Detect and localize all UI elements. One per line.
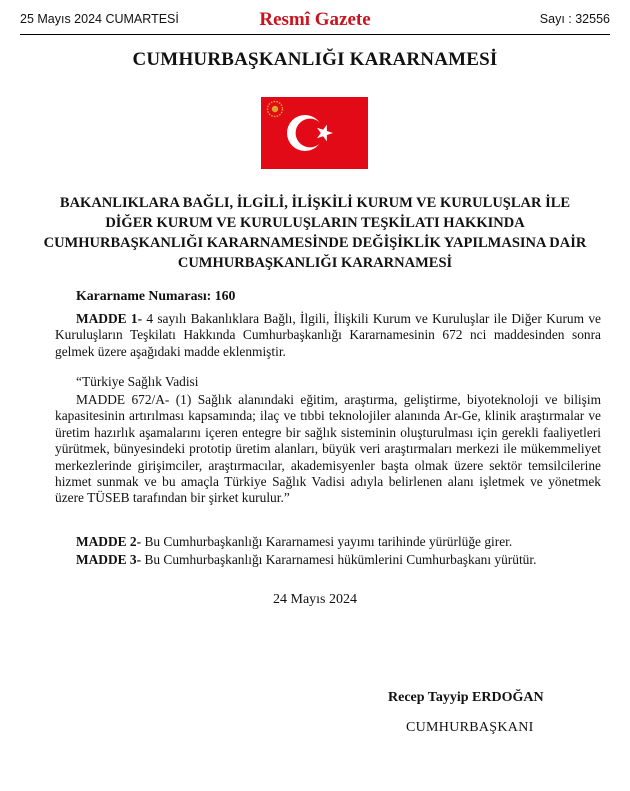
signatory-name: Recep Tayyip ERDOĞAN [388,690,544,705]
quoted-article: MADDE 672/A- (1) Sağlık alanındaki eğitim, araştırma, geliştirme, biyoteknoloji ve bilişim kapasitesinin artırılması kapsamında; ilaç ve tıbbi teknolojiler alanında Ar-Ge, klinik araştırmalar ve üretim hazırlık aşamalarını içeren entegre bir sağlık sisteminin oluşturulması için gerekli faaliyetleri yürütmek, bünyesindeki prototip üretim alanları, büyük veri araştırmaları merkezi ile mükemmeliyet merkezlerinde girişimciler, araştırmacılar, akademisyenler başta olmak üzere sektör temsilcilerine hizmet sunmak ve bu amaçla Türkiye Sağlık Vadisi adıyla belirlenen alanı işletmek ve yönetmek üzere TÜSEB tarafından bir şirket kurulur.” [55,392,601,506]
article-2-text: Bu Cumhurbaşkanlığı Kararnamesi yayımı tarihinde yürürlüğe girer. [144,534,513,549]
presidential-emblem-icon [266,100,284,118]
title-line: CUMHURBAŞKANLIĞI KARARNAMESİNDE DEĞİŞİKLİK YAPILMASINA DAİR [43,235,587,251]
signing-date: 24 Mayıs 2024 [273,592,357,607]
header-date: 25 Mayıs 2024 CUMARTESİ [20,12,179,26]
quote-heading: “Türkiye Sağlık Vadisi [76,374,199,389]
article-2-label: MADDE 2- [76,534,142,549]
header-divider [20,34,610,35]
article-2 [55,534,601,550]
decree-number: Kararname Numarası: 160 [76,288,236,303]
article-1 [55,311,601,360]
document-type-heading: CUMHURBAŞKANLIĞI KARARNAMESİ [132,49,498,70]
gazette-name: Resmî Gazete [259,9,371,30]
article-3 [55,552,601,568]
title-line: BAKANLIKLARA BAĞLI, İLGİLİ, İLİŞKİLİ KURUM VE KURULUŞLAR İLE [59,195,571,211]
article-1-label: MADDE 1- [76,311,143,326]
issue-number: Sayı : 32556 [539,12,610,26]
article-3-text: Bu Cumhurbaşkanlığı Kararnamesi hükümlerini Cumhurbaşkanı yürütür. [144,552,537,567]
article-1-text: 4 sayılı Bakanlıklara Bağlı, İlgili, İlişkili Kurum ve Kuruluşlar ile Diğer Kurum ve Kuruluşların Teşkilatı Hakkında Cumhurbaşkanlığı Kararnamesinin 672 nci maddesinden sonra gelmek üzere aşağıdaki madde eklenmiştir. [55,311,601,359]
signatory-title: CUMHURBAŞKANI [406,720,534,735]
gazette-header [20,9,610,31]
decree-title [40,193,590,273]
article-3-label: MADDE 3- [76,552,142,567]
title-line: DİĞER KURUM VE KURULUŞLARIN TEŞKİLATI HAKKINDA [105,215,525,231]
title-line: CUMHURBAŞKANLIĞI KARARNAMESİ [177,255,453,271]
